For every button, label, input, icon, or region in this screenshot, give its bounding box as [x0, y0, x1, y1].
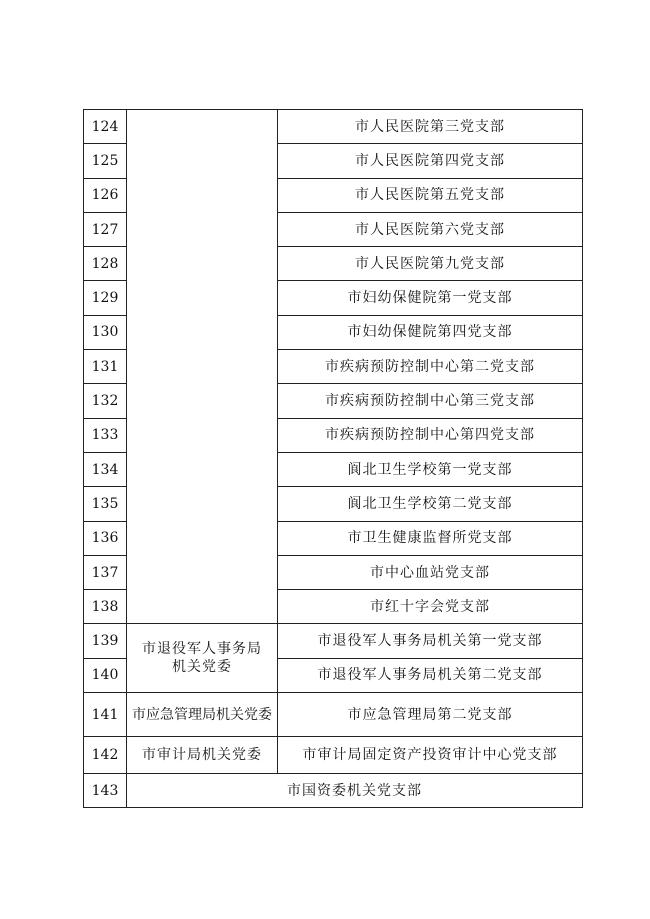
row-number: 141: [84, 693, 127, 737]
row-number: 126: [84, 178, 127, 212]
row-number: 142: [84, 737, 127, 774]
branch-name: 市疾病预防控制中心第二党支部: [278, 350, 583, 384]
branch-name: 市卫生健康监督所党支部: [278, 521, 583, 555]
branch-name: 市红十字会党支部: [278, 590, 583, 624]
org-cell-emergency: 市应急管理局机关党委: [127, 693, 278, 737]
branch-name: 市应急管理局第二党支部: [278, 693, 583, 737]
row-number: 143: [84, 774, 127, 808]
org-cell-veterans: [127, 624, 278, 693]
branch-name: 市人民医院第九党支部: [278, 247, 583, 281]
table-row: [84, 774, 583, 808]
row-number: 134: [84, 452, 127, 486]
org-name-line1: 市退役军人事务局: [142, 641, 262, 658]
branch-name-merged: 市国资委机关党支部: [127, 774, 583, 808]
party-branch-table: [83, 109, 583, 808]
table-row: [84, 110, 583, 144]
table-row: [84, 737, 583, 774]
branch-name: 市妇幼保健院第四党支部: [278, 315, 583, 349]
branch-name: 市人民医院第三党支部: [278, 110, 583, 144]
table-row: [84, 693, 583, 737]
branch-name: 市人民医院第四党支部: [278, 144, 583, 178]
branch-name: 阆北卫生学校第一党支部: [278, 452, 583, 486]
org-cell-audit: 市审计局机关党委: [127, 737, 278, 774]
table-row: [84, 624, 583, 658]
branch-name: 市退役军人事务局机关第一党支部: [278, 624, 583, 658]
row-number: 127: [84, 212, 127, 246]
branch-name: 阆北卫生学校第二党支部: [278, 487, 583, 521]
org-name-line2: 机关党委: [172, 659, 232, 676]
row-number: 131: [84, 350, 127, 384]
branch-name: 市审计局固定资产投资审计中心党支部: [278, 737, 583, 774]
row-number: 129: [84, 281, 127, 315]
row-number: 125: [84, 144, 127, 178]
branch-name: 市人民医院第六党支部: [278, 212, 583, 246]
row-number: 124: [84, 110, 127, 144]
branch-name: 市人民医院第五党支部: [278, 178, 583, 212]
row-number: 138: [84, 590, 127, 624]
row-number: 132: [84, 384, 127, 418]
row-number: 128: [84, 247, 127, 281]
row-number: 133: [84, 418, 127, 452]
row-number: 137: [84, 555, 127, 589]
row-number: 139: [84, 624, 127, 658]
branch-name: 市疾病预防控制中心第四党支部: [278, 418, 583, 452]
row-number: 135: [84, 487, 127, 521]
row-number: 140: [84, 658, 127, 692]
row-number: 130: [84, 315, 127, 349]
branch-name: 市退役军人事务局机关第二党支部: [278, 658, 583, 692]
org-cell-continued: [127, 110, 278, 624]
row-number: 136: [84, 521, 127, 555]
branch-name: 市疾病预防控制中心第三党支部: [278, 384, 583, 418]
branch-name: 市中心血站党支部: [278, 555, 583, 589]
branch-name: 市妇幼保健院第一党支部: [278, 281, 583, 315]
